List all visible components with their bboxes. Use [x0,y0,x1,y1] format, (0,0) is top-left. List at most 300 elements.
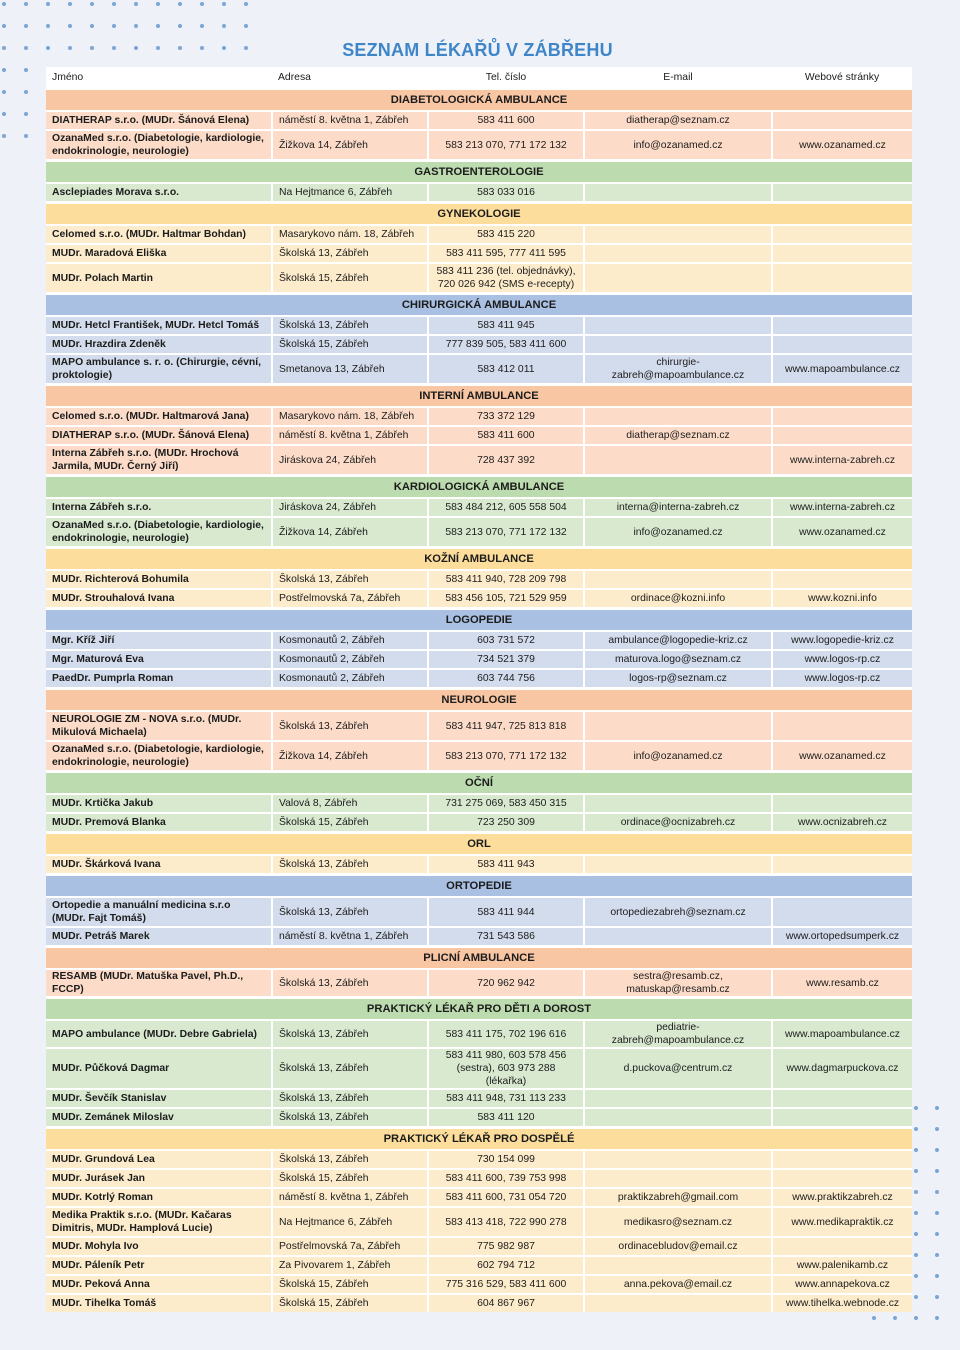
category-row [46,476,912,499]
category-title: KOŽNÍ AMBULANCE [46,548,912,571]
cell-web[interactable]: www.mapoambulance.cz [772,354,912,385]
table-row [46,1256,912,1275]
dot [2,24,6,28]
cell-email[interactable]: ordinace@ocnizabreh.cz [584,813,772,833]
cell-web[interactable]: www.annapekova.cz [772,1275,912,1294]
cell-address: Školská 15, Zábřeh [272,1275,428,1294]
dot [914,1274,918,1278]
cell-web [772,1237,912,1256]
cell-phone: 583 213 070, 771 172 132 [428,517,584,548]
dot [24,24,28,28]
dot [24,90,28,94]
cell-web [772,426,912,445]
cell-name: MUDr. Půčková Dagmar [46,1048,272,1089]
dot [935,1148,939,1152]
dot [872,1316,876,1320]
page-title: SEZNAM LÉKAŘŮ V ZÁBŘEHU [342,40,613,60]
cell-address: Školská 13, Zábřeh [272,969,428,998]
cell-name: MUDr. Mohyla Ivo [46,1237,272,1256]
table-row [46,1237,912,1256]
doctors-table [46,67,912,1312]
header-phone: Tel. číslo [428,67,584,89]
table-row [46,316,912,335]
table-row [46,669,912,689]
cell-name: Asclepiades Morava s.r.o. [46,183,272,203]
cell-web[interactable]: www.resamb.cz [772,969,912,998]
table-header-row [46,67,912,89]
dot [46,24,50,28]
cell-address: Školská 13, Zábřeh [272,244,428,263]
cell-email[interactable]: info@ozanamed.cz [584,130,772,161]
cell-name: OzanaMed s.r.o. (Diabetologie, kardiologie, endokrinologie, neurologie) [46,130,272,161]
cell-web [772,335,912,354]
cell-web[interactable]: www.ocnizabreh.cz [772,813,912,833]
cell-email[interactable]: ortopediezabreh@seznam.cz [584,897,772,927]
cell-phone: 602 794 712 [428,1256,584,1275]
cell-address: Školská 15, Zábřeh [272,263,428,294]
dot [914,1127,918,1131]
dot [914,1232,918,1236]
cell-email [584,927,772,947]
cell-email[interactable]: ordinacebludov@email.cz [584,1237,772,1256]
cell-phone: 583 411 236 (tel. objednávky), 720 026 942 (SMS e-recepty) [428,263,584,294]
cell-name: DIATHERAP s.r.o. (MUDr. Šánová Elena) [46,426,272,445]
dot [90,2,94,6]
cell-address: Masarykovo nám. 18, Zábřeh [272,407,428,426]
table-row [46,711,912,741]
cell-web [772,1150,912,1169]
cell-phone: 777 839 505, 583 411 600 [428,335,584,354]
table-row [46,1188,912,1207]
dot [2,90,6,94]
cell-web [772,1169,912,1188]
cell-phone: 730 154 099 [428,1150,584,1169]
table-row [46,111,912,130]
dot [935,1106,939,1110]
category-title: GYNEKOLOGIE [46,203,912,226]
cell-email [584,794,772,813]
cell-web [772,407,912,426]
cell-name: MUDr. Peková Anna [46,1275,272,1294]
cell-email[interactable]: chirurgie-zabreh@mapoambulance.cz [584,354,772,385]
cell-phone: 583 411 600, 739 753 998 [428,1169,584,1188]
cell-phone: 583 411 595, 777 411 595 [428,244,584,263]
cell-phone: 733 372 129 [428,407,584,426]
cell-name: MAPO ambulance s. r. o. (Chirurgie, cévní, proktologie) [46,354,272,385]
cell-email[interactable]: ambulance@logopedie-kriz.cz [584,631,772,650]
category-row [46,947,912,970]
category-title: DIABETOLOGICKÁ AMBULANCE [46,89,912,112]
category-title: PLICNÍ AMBULANCE [46,947,912,970]
cell-address: Kosmonautů 2, Zábřeh [272,669,428,689]
dot [935,1274,939,1278]
cell-web[interactable]: www.logos-rp.cz [772,669,912,689]
table-row [46,855,912,875]
cell-name: MUDr. Ševčík Stanislav [46,1089,272,1108]
cell-address: náměstí 8. května 1, Zábřeh [272,111,428,130]
cell-name: MUDr. Polach Martin [46,263,272,294]
dot [112,2,116,6]
cell-email [584,225,772,244]
table-row [46,631,912,650]
category-title: LOGOPEDIE [46,609,912,632]
cell-address: Kosmonautů 2, Zábřeh [272,650,428,669]
cell-web[interactable]: www.kozni.info [772,589,912,609]
cell-web[interactable]: www.dagmarpuckova.cz [772,1048,912,1089]
cell-web[interactable]: www.logopedie-kriz.cz [772,631,912,650]
table-row [46,183,912,203]
cell-web[interactable]: www.interna-zabreh.cz [772,498,912,517]
cell-web[interactable]: www.ozanamed.cz [772,130,912,161]
cell-web[interactable]: www.ortopedsumperk.cz [772,927,912,947]
cell-address: Školská 15, Zábřeh [272,335,428,354]
dot [134,24,138,28]
cell-address: Masarykovo nám. 18, Zábřeh [272,225,428,244]
cell-email [584,316,772,335]
table-row [46,1108,912,1128]
cell-name: Interna Zábřeh s.r.o. (MUDr. Hrochová Jarmila, MUDr. Černý Jiří) [46,445,272,476]
cell-phone: 583 484 212, 605 558 504 [428,498,584,517]
cell-address: Jiráskova 24, Zábřeh [272,445,428,476]
dot [935,1211,939,1215]
cell-name: NEUROLOGIE ZM - NOVA s.r.o. (MUDr. Mikulová Michaela) [46,711,272,741]
cell-phone: 583 213 070, 771 172 132 [428,130,584,161]
dot [46,2,50,6]
dot [935,1190,939,1194]
cell-phone: 775 982 987 [428,1237,584,1256]
category-row [46,548,912,571]
dot [222,2,226,6]
cell-name: Ortopedie a manuální medicina s.r.o (MUDr. Fajt Tomáš) [46,897,272,927]
cell-address: Na Hejtmance 6, Zábřeh [272,183,428,203]
dot [24,112,28,116]
dot [914,1106,918,1110]
category-title: PRAKTICKÝ LÉKAŘ PRO DĚTI A DOROST [46,998,912,1021]
dot [156,2,160,6]
table-row [46,407,912,426]
cell-address: Žižkova 14, Zábřeh [272,130,428,161]
cell-phone: 583 412 011 [428,354,584,385]
cell-phone: 728 437 392 [428,445,584,476]
cell-email [584,1169,772,1188]
cell-phone: 583 411 940, 728 209 798 [428,570,584,589]
cell-name: MUDr. Hetcl František, MUDr. Hetcl Tomáš [46,316,272,335]
cell-web [772,225,912,244]
dot [893,1316,897,1320]
cell-address: Školská 15, Zábřeh [272,813,428,833]
category-title: GASTROENTEROLOGIE [46,161,912,184]
category-title: INTERNÍ AMBULANCE [46,385,912,408]
category-row [46,609,912,632]
dot [2,134,6,138]
dot [178,24,182,28]
cell-name: OzanaMed s.r.o. (Diabetologie, kardiologie, endokrinologie, neurologie) [46,517,272,548]
cell-web [772,855,912,875]
cell-web [772,263,912,294]
category-row [46,385,912,408]
category-row [46,294,912,317]
cell-email[interactable]: pediatrie-zabreh@mapoambulance.cz [584,1020,772,1048]
cell-name: PaedDr. Pumprla Roman [46,669,272,689]
cell-phone: 775 316 529, 583 411 600 [428,1275,584,1294]
cell-address: náměstí 8. května 1, Zábřeh [272,426,428,445]
cell-address: Školská 15, Zábřeh [272,1294,428,1312]
table-row [46,794,912,813]
dot [24,134,28,138]
cell-address: Školská 13, Zábřeh [272,1020,428,1048]
cell-email [584,570,772,589]
cell-email [584,1108,772,1128]
cell-email [584,1294,772,1312]
cell-name: MAPO ambulance (MUDr. Debre Gabriela) [46,1020,272,1048]
cell-web [772,316,912,335]
cell-phone: 723 250 309 [428,813,584,833]
cell-address: Školská 13, Zábřeh [272,855,428,875]
dot [134,2,138,6]
cell-name: MUDr. Zemánek Miloslav [46,1108,272,1128]
cell-email[interactable]: diatherap@seznam.cz [584,426,772,445]
cell-address: Školská 13, Zábřeh [272,316,428,335]
cell-email[interactable]: medikasro@seznam.cz [584,1207,772,1237]
dot [914,1148,918,1152]
cell-email[interactable]: maturova.logo@seznam.cz [584,650,772,669]
table-row [46,1207,912,1237]
category-row [46,689,912,712]
table-row [46,335,912,354]
header-email: E-mail [584,67,772,89]
cell-phone: 603 731 572 [428,631,584,650]
table-row [46,244,912,263]
table-row [46,1048,912,1089]
cell-email[interactable]: diatherap@seznam.cz [584,111,772,130]
cell-name: MUDr. Škárková Ivana [46,855,272,875]
cell-name: Medika Praktik s.r.o. (MUDr. Kačaras Dimitris, MUDr. Hamplová Lucie) [46,1207,272,1237]
cell-name: Celomed s.r.o. (MUDr. Haltmarová Jana) [46,407,272,426]
cell-web [772,897,912,927]
cell-web[interactable]: www.tihelka.webnode.cz [772,1294,912,1312]
cell-name: MUDr. Premová Blanka [46,813,272,833]
category-title: OČNÍ [46,772,912,795]
category-row [46,772,912,795]
cell-address: Za Pivovarem 1, Zábřeh [272,1256,428,1275]
cell-name: Celomed s.r.o. (MUDr. Haltmar Bohdan) [46,225,272,244]
dot [156,24,160,28]
cell-email[interactable]: info@ozanamed.cz [584,517,772,548]
cell-phone: 583 415 220 [428,225,584,244]
cell-name: MUDr. Grundová Lea [46,1150,272,1169]
cell-phone: 583 411 944 [428,897,584,927]
cell-address: Kosmonautů 2, Zábřeh [272,631,428,650]
cell-name: MUDr. Strouhalová Ivana [46,589,272,609]
cell-email [584,1150,772,1169]
dot [200,24,204,28]
header-name: Jméno [46,67,272,89]
cell-web[interactable]: www.ozanamed.cz [772,741,912,772]
table-row [46,426,912,445]
cell-email [584,1256,772,1275]
dot [178,2,182,6]
cell-email[interactable]: interna@interna-zabreh.cz [584,498,772,517]
cell-web [772,794,912,813]
table-row [46,130,912,161]
cell-name: OzanaMed s.r.o. (Diabetologie, kardiologie, endokrinologie, neurologie) [46,741,272,772]
cell-email [584,263,772,294]
cell-email[interactable]: praktikzabreh@gmail.com [584,1188,772,1207]
cell-web [772,183,912,203]
cell-email [584,855,772,875]
category-row [46,161,912,184]
cell-email [584,183,772,203]
table-row [46,813,912,833]
cell-phone: 583 456 105, 721 529 959 [428,589,584,609]
category-title: NEUROLOGIE [46,689,912,712]
cell-phone: 603 744 756 [428,669,584,689]
cell-web [772,244,912,263]
cell-address: Na Hejtmance 6, Zábřeh [272,1207,428,1237]
cell-phone: 720 962 942 [428,969,584,998]
cell-web[interactable]: www.medikapraktik.cz [772,1207,912,1237]
cell-name: MUDr. Petráš Marek [46,927,272,947]
cell-email[interactable]: info@ozanamed.cz [584,741,772,772]
cell-address: Školská 15, Zábřeh [272,1169,428,1188]
cell-phone: 604 867 967 [428,1294,584,1312]
dot [112,24,116,28]
category-title: CHIRURGICKÁ AMBULANCE [46,294,912,317]
cell-phone: 583 411 600 [428,111,584,130]
table-row [46,650,912,669]
cell-web [772,570,912,589]
cell-name: MUDr. Jurásek Jan [46,1169,272,1188]
cell-web [772,711,912,741]
table-row [46,1169,912,1188]
category-row [46,1128,912,1151]
table-row [46,1294,912,1312]
table-row [46,225,912,244]
cell-phone: 583 411 600 [428,426,584,445]
cell-address: Školská 13, Zábřeh [272,1048,428,1089]
dot [2,112,6,116]
cell-address: Školská 13, Zábřeh [272,1150,428,1169]
table-row [46,570,912,589]
cell-email[interactable]: logos-rp@seznam.cz [584,669,772,689]
cell-name: RESAMB (MUDr. Matuška Pavel, Ph.D., FCCP) [46,969,272,998]
cell-web[interactable]: www.mapoambulance.cz [772,1020,912,1048]
cell-address: náměstí 8. května 1, Zábřeh [272,927,428,947]
cell-address: Postřelmovská 7a, Zábřeh [272,589,428,609]
cell-email[interactable]: sestra@resamb.cz, matuskap@resamb.cz [584,969,772,998]
cell-web [772,1089,912,1108]
cell-phone: 731 543 586 [428,927,584,947]
cell-email[interactable]: d.puckova@centrum.cz [584,1048,772,1089]
cell-phone: 583 411 943 [428,855,584,875]
table-row [46,517,912,548]
dot [914,1253,918,1257]
cell-name: MUDr. Hrazdira Zdeněk [46,335,272,354]
dot [935,1127,939,1131]
category-row [46,203,912,226]
table-row [46,354,912,385]
cell-phone: 583 411 947, 725 813 818 [428,711,584,741]
table-row [46,969,912,998]
cell-email [584,445,772,476]
cell-email [584,335,772,354]
cell-name: MUDr. Páleník Petr [46,1256,272,1275]
cell-email[interactable]: anna.pekova@email.cz [584,1275,772,1294]
cell-name: DIATHERAP s.r.o. (MUDr. Šánová Elena) [46,111,272,130]
table-row [46,589,912,609]
cell-address: Smetanova 13, Zábřeh [272,354,428,385]
dot [68,24,72,28]
cell-name: Interna Zábřeh s.r.o. [46,498,272,517]
dot [2,2,6,6]
cell-email [584,1089,772,1108]
cell-address: náměstí 8. května 1, Zábřeh [272,1188,428,1207]
cell-address: Školská 13, Zábřeh [272,1089,428,1108]
cell-email [584,711,772,741]
cell-phone: 583 413 418, 722 990 278 [428,1207,584,1237]
dot [2,68,6,72]
dot [244,24,248,28]
cell-phone: 583 411 948, 731 113 233 [428,1089,584,1108]
cell-address: Jiráskova 24, Zábřeh [272,498,428,517]
category-row [46,998,912,1021]
category-title: PRAKTICKÝ LÉKAŘ PRO DOSPĚLÉ [46,1128,912,1151]
dot [24,2,28,6]
table-row [46,1275,912,1294]
category-row [46,89,912,112]
cell-name: MUDr. Maradová Eliška [46,244,272,263]
dot [68,2,72,6]
category-title: ORL [46,833,912,856]
table-row [46,1150,912,1169]
cell-phone: 583 411 945 [428,316,584,335]
dot [244,2,248,6]
dot [914,1295,918,1299]
cell-phone: 583 213 070, 771 172 132 [428,741,584,772]
cell-address: Žižkova 14, Zábřeh [272,741,428,772]
cell-email[interactable]: ordinace@kozni.info [584,589,772,609]
header-web: Webové stránky [772,67,912,89]
cell-name: MUDr. Kotrlý Roman [46,1188,272,1207]
category-row [46,875,912,898]
cell-web[interactable]: www.interna-zabreh.cz [772,445,912,476]
cell-web[interactable]: www.praktikzabreh.cz [772,1188,912,1207]
cell-web[interactable]: www.palenikamb.cz [772,1256,912,1275]
category-title: ORTOPEDIE [46,875,912,898]
dot [222,24,226,28]
cell-name: Mgr. Kříž Jiří [46,631,272,650]
table-row [46,445,912,476]
header-address: Adresa [272,67,428,89]
dot [914,1211,918,1215]
cell-web[interactable]: www.logos-rp.cz [772,650,912,669]
cell-web[interactable]: www.ozanamed.cz [772,517,912,548]
dot [914,1190,918,1194]
cell-phone: 583 411 980, 603 578 456 (sestra), 603 973 288 (lékařka) [428,1048,584,1089]
table-row [46,927,912,947]
table-row [46,263,912,294]
dot [935,1232,939,1236]
dot [935,1253,939,1257]
cell-name: MUDr. Richterová Bohumila [46,570,272,589]
table-row [46,498,912,517]
cell-email [584,244,772,263]
table-row [46,741,912,772]
table-row [46,1020,912,1048]
cell-phone: 734 521 379 [428,650,584,669]
cell-name: MUDr. Tihelka Tomáš [46,1294,272,1312]
dot [24,68,28,72]
